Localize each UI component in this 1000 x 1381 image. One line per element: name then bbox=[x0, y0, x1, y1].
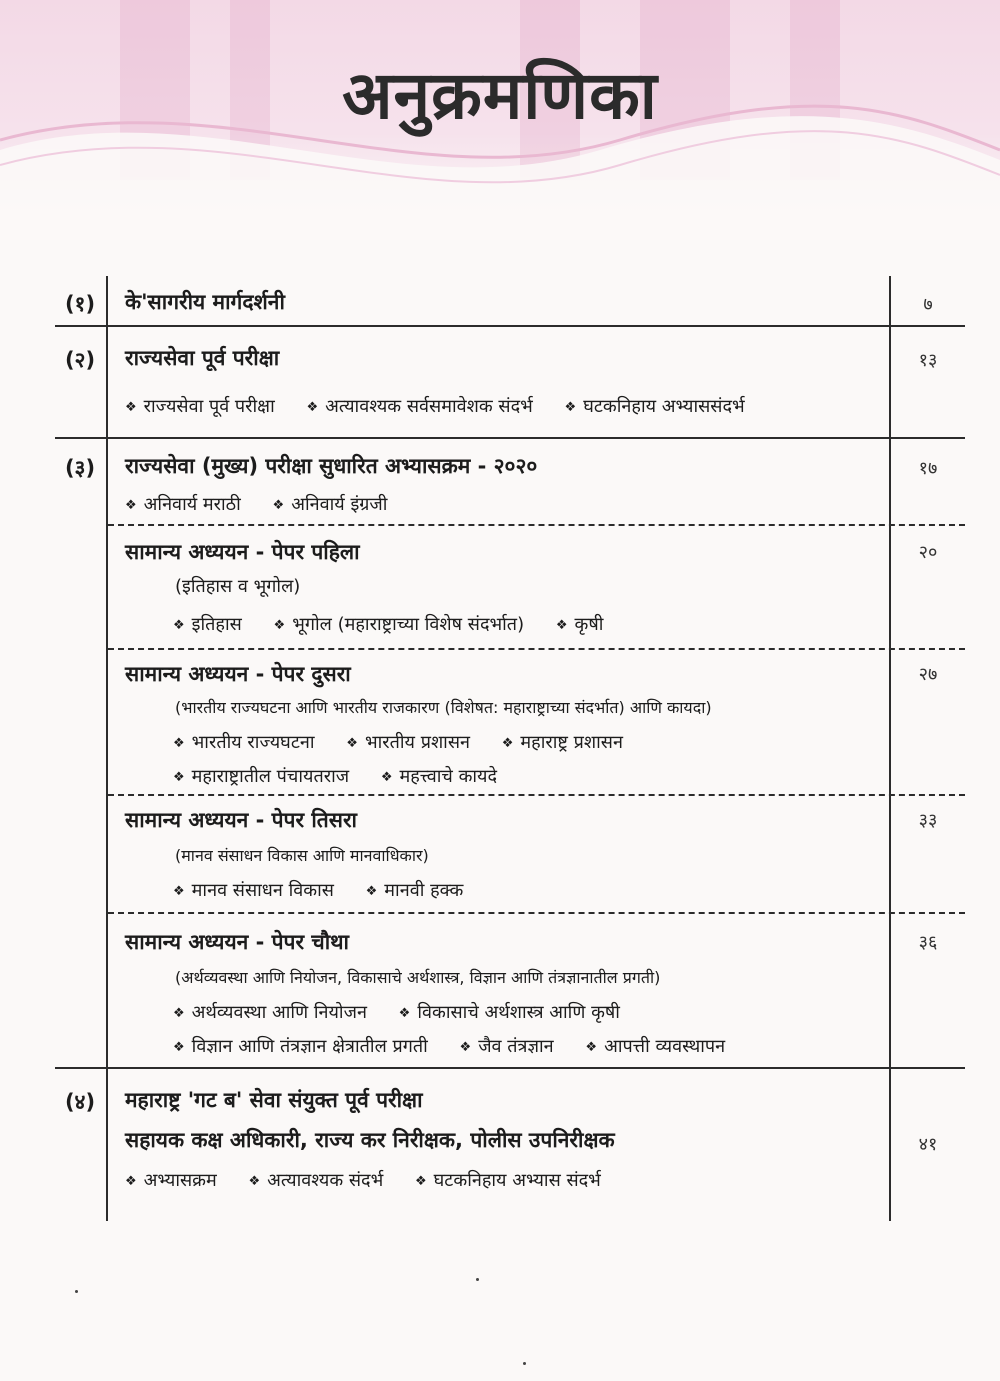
section-title: महाराष्ट्र 'गट ब' सेवा संयुक्त पूर्व परीक्षा bbox=[125, 1088, 423, 1112]
list-item: ❖ घटकनिहाय अभ्याससंदर्भ bbox=[565, 394, 745, 418]
list-item: ❖ महाराष्ट्रातील पंचायतराज bbox=[173, 764, 349, 788]
section-title: राज्यसेवा पूर्व परीक्षा bbox=[125, 346, 280, 370]
subsection-title: सामान्य अध्ययन - पेपर तिसरा bbox=[125, 808, 357, 832]
list-item: ❖ आपत्ती व्यवस्थापन bbox=[585, 1034, 725, 1058]
list-item: ❖ भारतीय प्रशासन bbox=[346, 730, 470, 754]
bullet-list bbox=[173, 1000, 646, 1024]
column-rule-left bbox=[106, 276, 108, 1221]
list-item: ❖ राज्यसेवा पूर्व परीक्षा bbox=[125, 394, 275, 418]
subsection-title: सामान्य अध्ययन - पेपर पहिला bbox=[125, 540, 360, 564]
page-title: अनुक्रमणिका bbox=[342, 57, 658, 134]
bullet-list bbox=[173, 878, 489, 902]
list-item: ❖ विकासाचे अर्थशास्त्र आणि कृषी bbox=[399, 1000, 620, 1024]
list-item: ❖ विज्ञान आणि तंत्रज्ञान क्षेत्रातील प्रगती bbox=[173, 1034, 428, 1058]
list-item: ❖ भूगोल (महाराष्ट्राच्या विशेष संदर्भात) bbox=[274, 612, 525, 636]
bullet-list bbox=[173, 764, 523, 788]
column-rule-right bbox=[889, 276, 891, 1221]
list-item: ❖ जैव तंत्रज्ञान bbox=[460, 1034, 554, 1058]
print-speck bbox=[75, 1290, 78, 1293]
page-number: २० bbox=[918, 542, 938, 563]
bullet-list bbox=[125, 492, 413, 516]
page-number: ३६ bbox=[918, 932, 938, 953]
list-item: ❖ अनिवार्य मराठी bbox=[125, 492, 241, 516]
section-number: (४) bbox=[64, 1090, 96, 1114]
subsection-subtitle: (इतिहास व भूगोल) bbox=[175, 576, 301, 597]
bullet-list bbox=[173, 612, 629, 636]
subsection-title: सामान्य अध्ययन - पेपर दुसरा bbox=[125, 662, 351, 686]
list-item: ❖ अत्यावश्यक सर्वसमावेशक संदर्भ bbox=[306, 394, 532, 418]
section-title-line2: सहायक कक्ष अधिकारी, राज्य कर निरीक्षक, पोलीस उपनिरीक्षक bbox=[125, 1128, 615, 1152]
section-number: (२) bbox=[64, 348, 96, 372]
section-number: (१) bbox=[64, 292, 96, 316]
list-item: ❖ कृषी bbox=[556, 612, 604, 636]
list-item: ❖ अनिवार्य इंग्रजी bbox=[273, 492, 388, 516]
page-number: ३३ bbox=[918, 810, 938, 831]
row-divider bbox=[55, 437, 965, 439]
section-title: राज्यसेवा (मुख्य) परीक्षा सुधारित अभ्यासक्रम - २०२० bbox=[125, 454, 538, 478]
page-number: १७ bbox=[918, 458, 938, 479]
list-item: ❖ मानव संसाधन विकास bbox=[173, 878, 334, 902]
sub-row-divider bbox=[108, 794, 965, 796]
table-of-contents bbox=[55, 276, 965, 1221]
sub-row-divider bbox=[108, 648, 965, 650]
row-divider bbox=[55, 325, 965, 327]
page-number: १३ bbox=[918, 350, 938, 371]
list-item: ❖ अभ्यासक्रम bbox=[125, 1168, 217, 1192]
page-number: ४१ bbox=[918, 1134, 938, 1155]
bullet-list bbox=[125, 394, 771, 418]
list-item: ❖ अर्थव्यवस्था आणि नियोजन bbox=[173, 1000, 367, 1024]
list-item: ❖ अत्यावश्यक संदर्भ bbox=[249, 1168, 384, 1192]
list-item: ❖ घटकनिहाय अभ्यास संदर्भ bbox=[415, 1168, 601, 1192]
subsection-subtitle: (भारतीय राज्यघटना आणि भारतीय राजकारण (विशेषत: महाराष्ट्राच्या संदर्भात) आणि कायदा) bbox=[175, 698, 712, 717]
list-item: ❖ भारतीय राज्यघटना bbox=[173, 730, 315, 754]
sub-row-divider bbox=[108, 912, 965, 914]
subsection-subtitle: (मानव संसाधन विकास आणि मानवाधिकार) bbox=[175, 846, 429, 865]
section-number: (३) bbox=[64, 456, 96, 480]
subsection-subtitle: (अर्थव्यवस्था आणि नियोजन, विकासाचे अर्थशास्त्र, विज्ञान आणि तंत्रज्ञानातील प्रगती) bbox=[175, 968, 661, 987]
sub-row-divider bbox=[108, 524, 965, 526]
bullet-list bbox=[125, 1168, 627, 1192]
print-speck bbox=[476, 1278, 479, 1281]
bullet-list bbox=[173, 1034, 751, 1058]
list-item: ❖ इतिहास bbox=[173, 612, 242, 636]
list-item: ❖ महत्त्वाचे कायदे bbox=[381, 764, 497, 788]
page-number: २७ bbox=[918, 664, 938, 685]
section-title: के'सागरीय मार्गदर्शनी bbox=[125, 290, 285, 314]
list-item: ❖ मानवी हक्क bbox=[366, 878, 464, 902]
subsection-title: सामान्य अध्ययन - पेपर चौथा bbox=[125, 930, 349, 954]
row-divider bbox=[55, 1067, 965, 1069]
page-number: ७ bbox=[923, 294, 933, 315]
print-speck bbox=[523, 1362, 526, 1365]
bullet-list bbox=[173, 730, 649, 754]
list-item: ❖ महाराष्ट्र प्रशासन bbox=[502, 730, 623, 754]
